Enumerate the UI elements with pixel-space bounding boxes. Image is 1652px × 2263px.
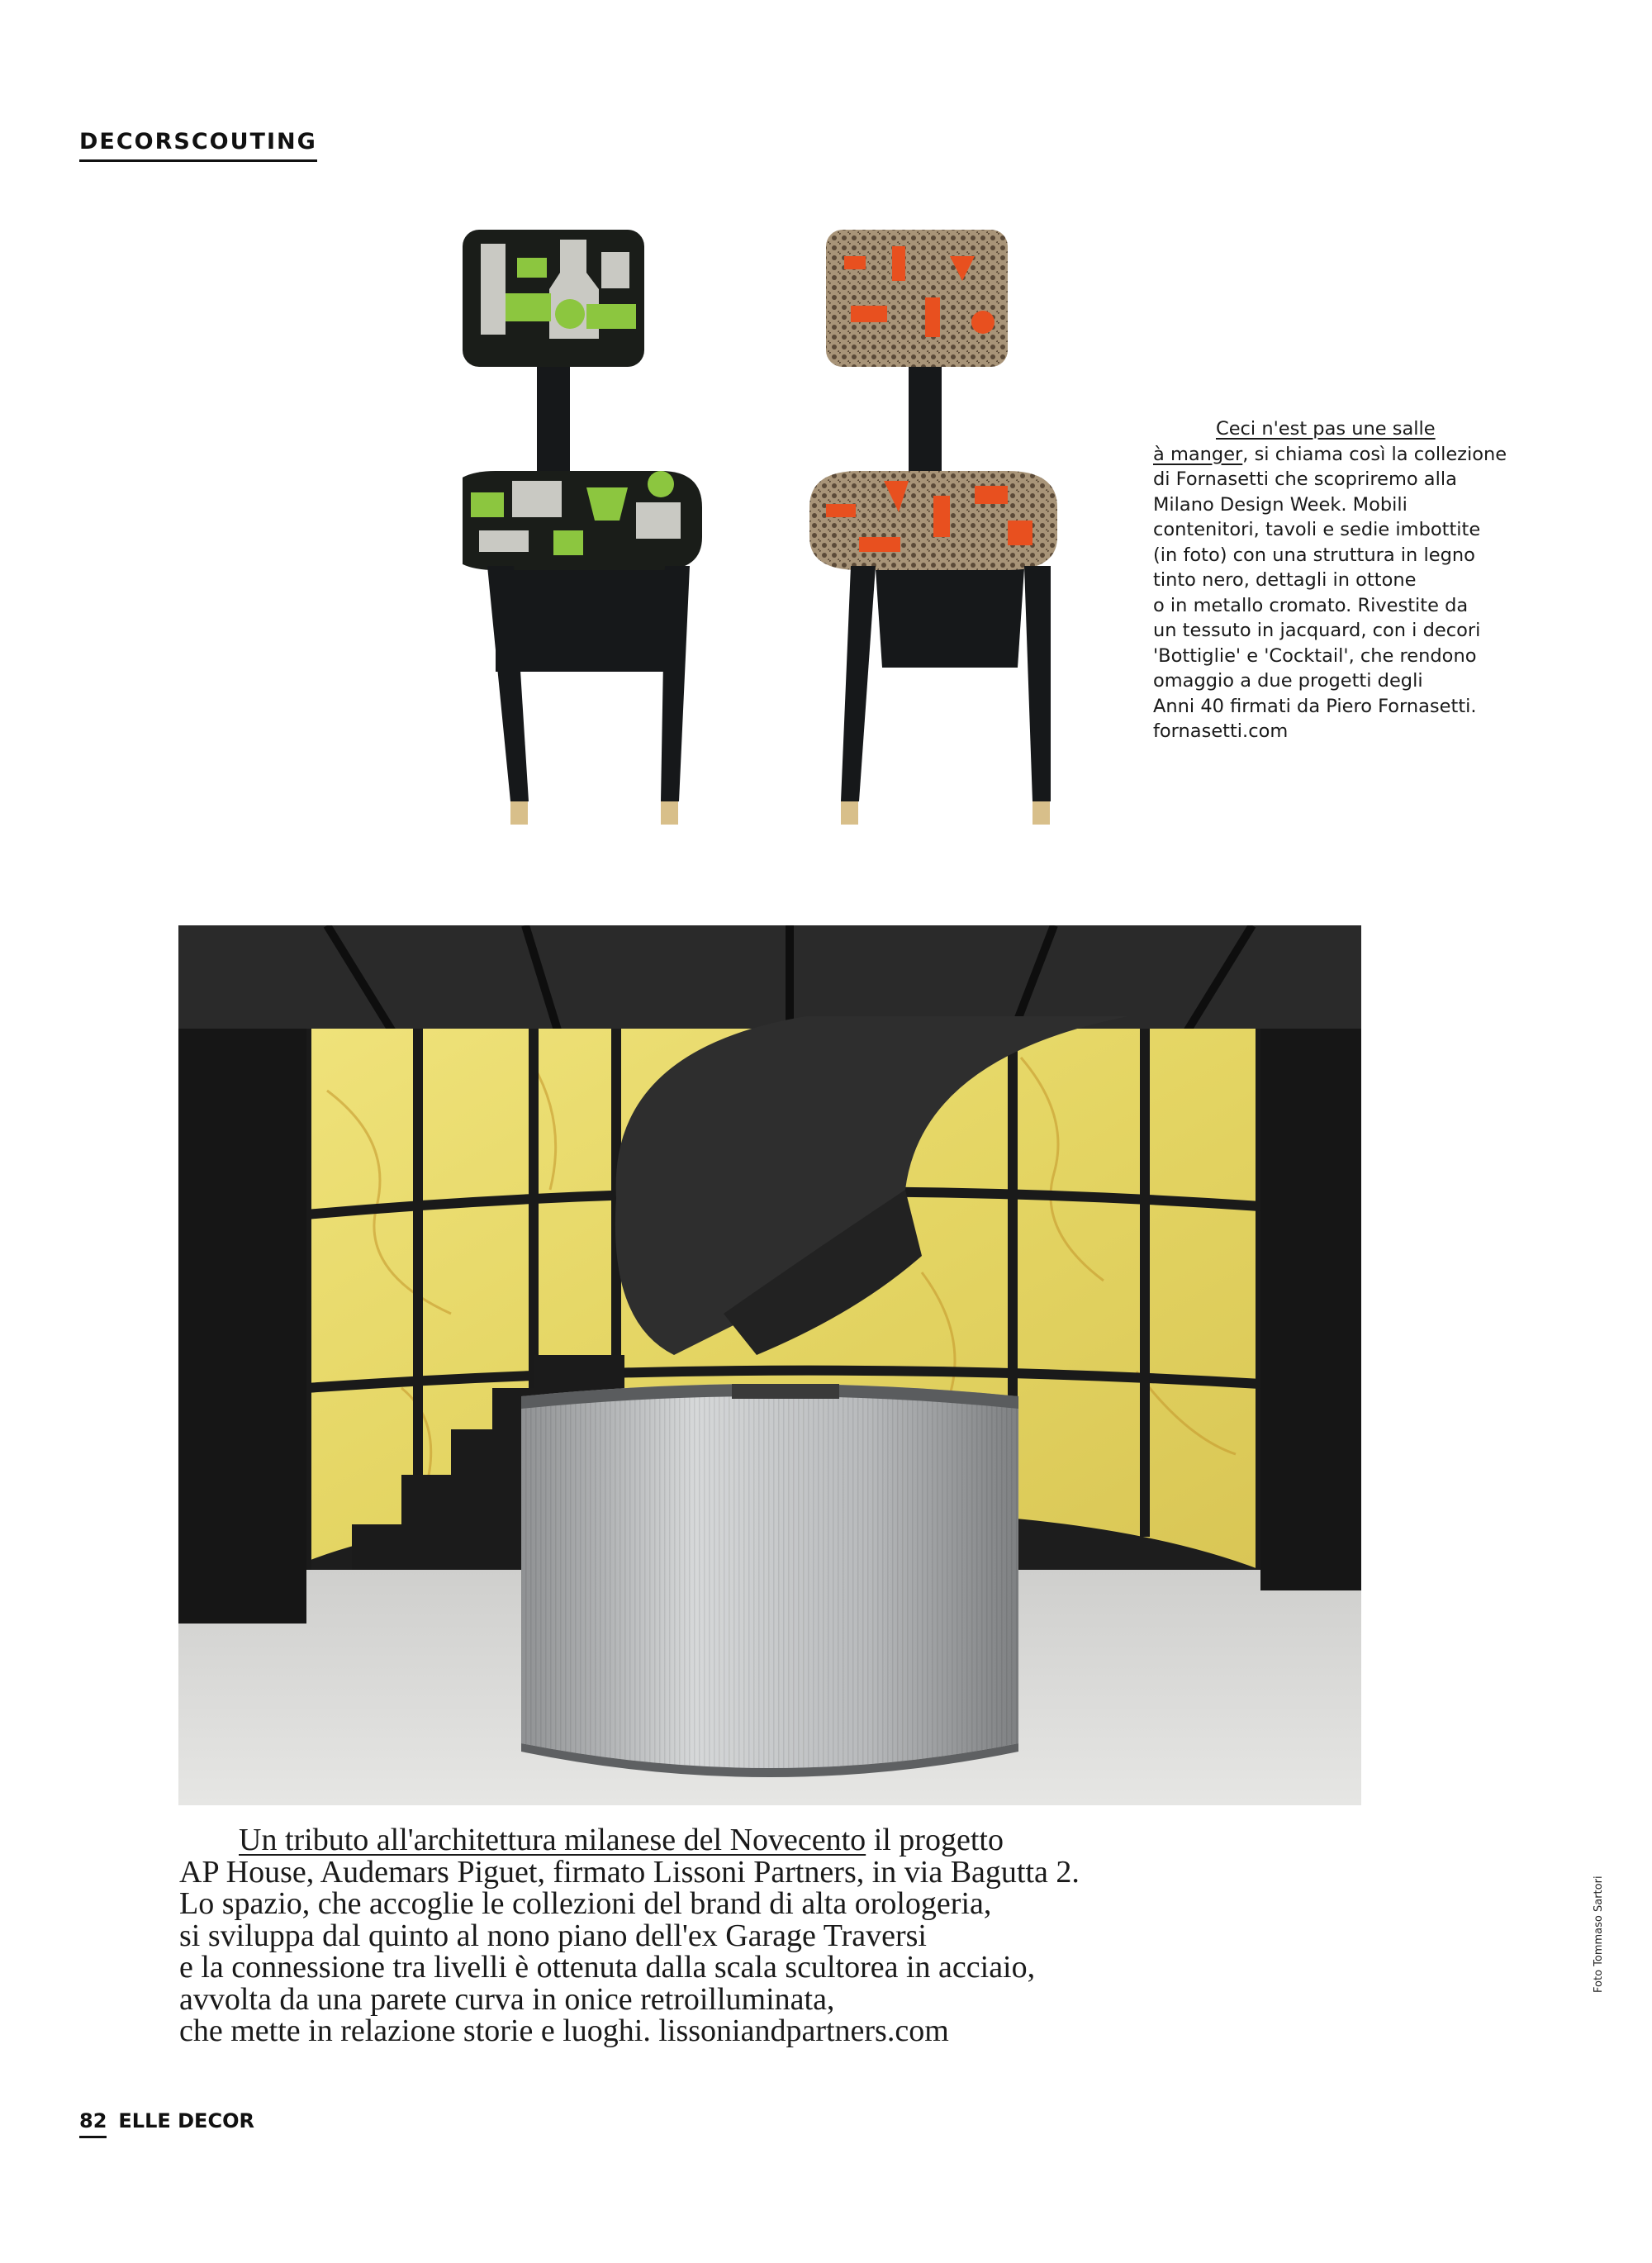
ap-house-interior-photo	[178, 925, 1361, 1805]
section-title: DECORSCOUTING	[79, 129, 317, 162]
caption-lead: Ceci n'est pas une salle	[1216, 418, 1436, 440]
caption-line: che mette in relazione storie e luoghi. lissoniandpartners.com	[179, 2013, 949, 2048]
caption-line: avvolta da una parete curva in onice retroilluminata,	[179, 1981, 835, 2017]
caption-line: contenitori, tavoli e sedie imbottite	[1153, 519, 1481, 540]
page-footer	[79, 2109, 254, 2138]
caption-lead-cont: à manger	[1153, 443, 1243, 465]
caption-line: o in metallo cromato. Rivestite da	[1153, 594, 1469, 616]
caption-line: 'Bottiglie' e 'Cocktail', che rendono	[1153, 644, 1477, 667]
caption-line: omaggio a due progetti degli	[1153, 670, 1423, 692]
magazine-name: ELLE DECOR	[118, 2109, 254, 2132]
caption-line: e la connessione tra livelli è ottenuta dalla scala scultorea in acciaio,	[179, 1950, 1036, 1985]
caption-text: il progetto	[866, 1823, 1004, 1857]
chair-cocktail	[809, 230, 1057, 825]
caption-line: Milano Design Week. Mobili	[1153, 493, 1408, 516]
photo-credit: Foto Tommaso Sartori	[1593, 1876, 1605, 1993]
caption-line: un tessuto in jacquard, con i decori	[1153, 620, 1481, 641]
chair-bottiglie	[463, 230, 702, 825]
fornasetti-chairs-photo	[463, 223, 1189, 859]
caption-line: di Fornasetti che scopriremo alla	[1153, 468, 1457, 490]
caption-line: tinto nero, dettagli in ottone	[1153, 569, 1417, 591]
caption-line: si sviluppa dal quinto al nono piano dell'ex Garage Traversi	[179, 1918, 927, 1953]
caption-line: AP House, Audemars Piguet, firmato Lissoni Partners, in via Bagutta 2.	[179, 1854, 1080, 1890]
caption-line: Anni 40 firmati da Piero Fornasetti.	[1153, 695, 1477, 717]
caption-link: fornasetti.com	[1153, 720, 1289, 742]
caption-text: , si chiama così la collezione	[1242, 443, 1507, 465]
interior-caption	[179, 1824, 1369, 2047]
chairs-caption	[1153, 416, 1550, 744]
caption-lead: Un tributo all'architettura milanese del Novecento	[239, 1823, 866, 1857]
page-number: 82	[79, 2109, 107, 2138]
caption-line: (in foto) con una struttura in legno	[1153, 544, 1475, 566]
caption-line: Lo spazio, che accoglie le collezioni del brand di alta orologeria,	[179, 1886, 992, 1921]
